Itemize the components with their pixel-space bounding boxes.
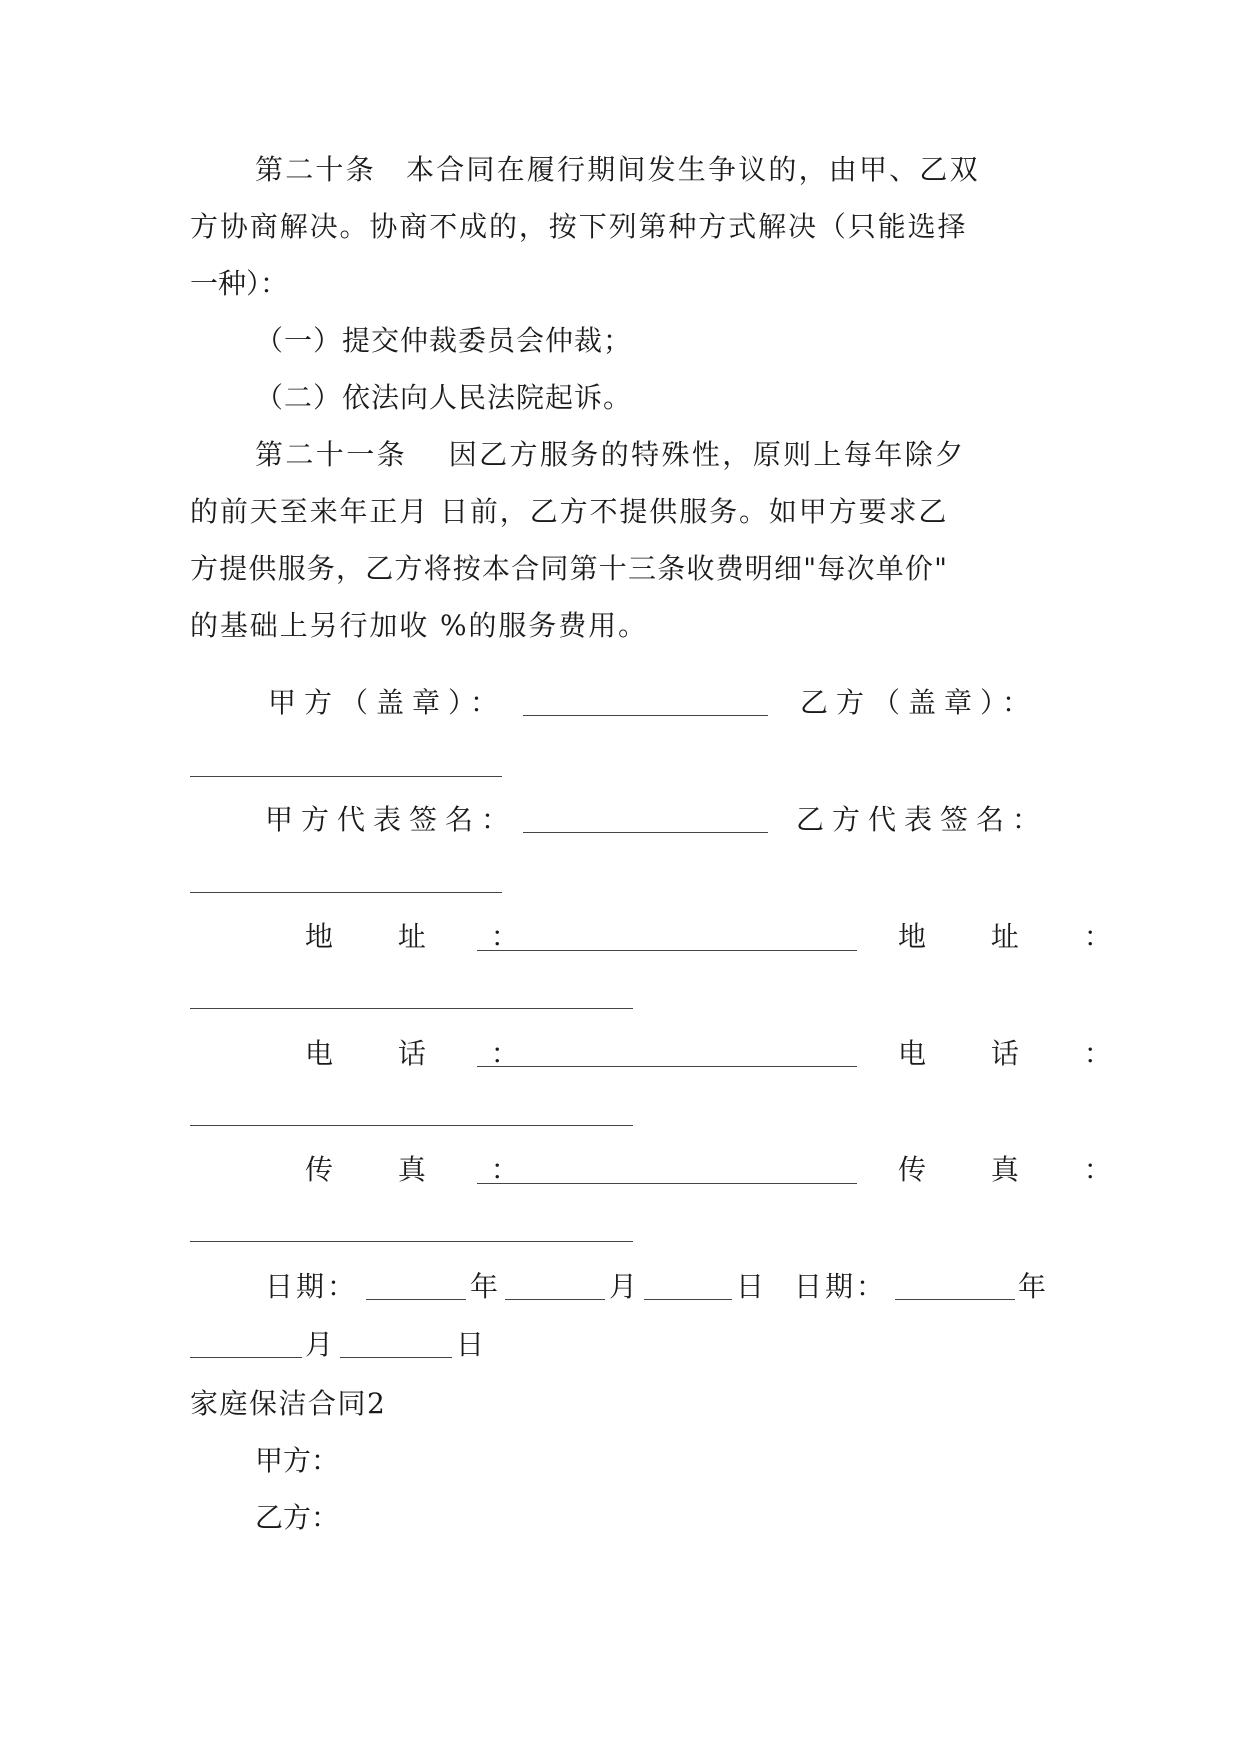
party-a-address-blank[interactable] — [477, 950, 857, 951]
article-20-option-2: （二）依法向人民法院起诉。 — [255, 381, 633, 414]
next-document-party-a: 甲方： — [255, 1444, 340, 1477]
party-a-seal-label: 甲方（盖章）： — [268, 686, 507, 719]
party-b-rep-blank[interactable] — [190, 892, 502, 893]
party-b-year-unit: 年 — [1018, 1270, 1047, 1303]
article-20-line-1: 第二十条 本合同在履行期间发生争议的，由甲、乙双 — [255, 153, 980, 186]
party-b-phone-blank[interactable] — [190, 1125, 633, 1126]
party-b-phone-label: 电 话 ： — [898, 1037, 1140, 1070]
party-a-rep-blank[interactable] — [523, 832, 768, 833]
article-21-line-1: 第二十一条 因乙方服务的特殊性，原则上每年除夕 — [255, 438, 966, 471]
party-a-fax-blank[interactable] — [477, 1183, 857, 1184]
party-a-year-blank[interactable] — [366, 1299, 466, 1300]
article-20-option-1: （一）提交仲裁委员会仲裁； — [255, 324, 633, 357]
party-b-month-blank[interactable] — [190, 1357, 302, 1358]
article-21-line-2: 的前天至来年正月 日前，乙方不提供服务。如甲方要求乙 — [190, 495, 949, 528]
next-document-party-b: 乙方： — [255, 1501, 340, 1534]
party-a-seal-blank[interactable] — [523, 715, 768, 716]
party-b-month-unit: 月 — [305, 1328, 334, 1361]
party-a-date-label: 日期： — [265, 1270, 359, 1303]
party-a-fax-label: 传 真 ： — [305, 1153, 547, 1186]
next-document-title: 家庭保洁合同2 — [190, 1387, 387, 1420]
party-a-phone-blank[interactable] — [477, 1066, 857, 1067]
article-20-line-3: 一种）： — [190, 267, 289, 300]
party-b-address-label: 地 址 ： — [898, 920, 1140, 953]
party-b-fax-label: 传 真 ： — [898, 1153, 1140, 1186]
party-b-rep-label: 乙方代表签名： — [796, 803, 1049, 836]
party-b-seal-label: 乙方（盖章）： — [800, 686, 1039, 719]
party-a-phone-label: 电 话 ： — [305, 1037, 547, 1070]
party-b-date-label: 日期： — [794, 1270, 888, 1303]
party-b-day-blank[interactable] — [340, 1357, 452, 1358]
party-a-day-unit: 日 — [736, 1270, 765, 1303]
party-b-seal-blank[interactable] — [190, 776, 502, 777]
party-a-day-blank[interactable] — [644, 1299, 732, 1300]
party-a-rep-label: 甲方代表签名： — [265, 803, 518, 836]
party-b-year-blank[interactable] — [895, 1299, 1015, 1300]
party-b-fax-blank[interactable] — [190, 1241, 633, 1242]
party-a-month-unit: 月 — [609, 1270, 638, 1303]
article-20-line-2: 方协商解决。协商不成的，按下列第种方式解决（只能选择 — [190, 210, 968, 243]
article-21-line-3: 方提供服务，乙方将按本合同第十三条收费明细"每次单价" — [190, 552, 949, 585]
party-a-month-blank[interactable] — [505, 1299, 605, 1300]
party-b-address-blank[interactable] — [190, 1008, 633, 1009]
article-21-line-4: 的基础上另行加收 %的服务费用。 — [190, 609, 648, 642]
party-b-day-unit: 日 — [456, 1328, 485, 1361]
party-a-year-unit: 年 — [470, 1270, 499, 1303]
party-a-address-label: 地 址 ： — [305, 920, 547, 953]
